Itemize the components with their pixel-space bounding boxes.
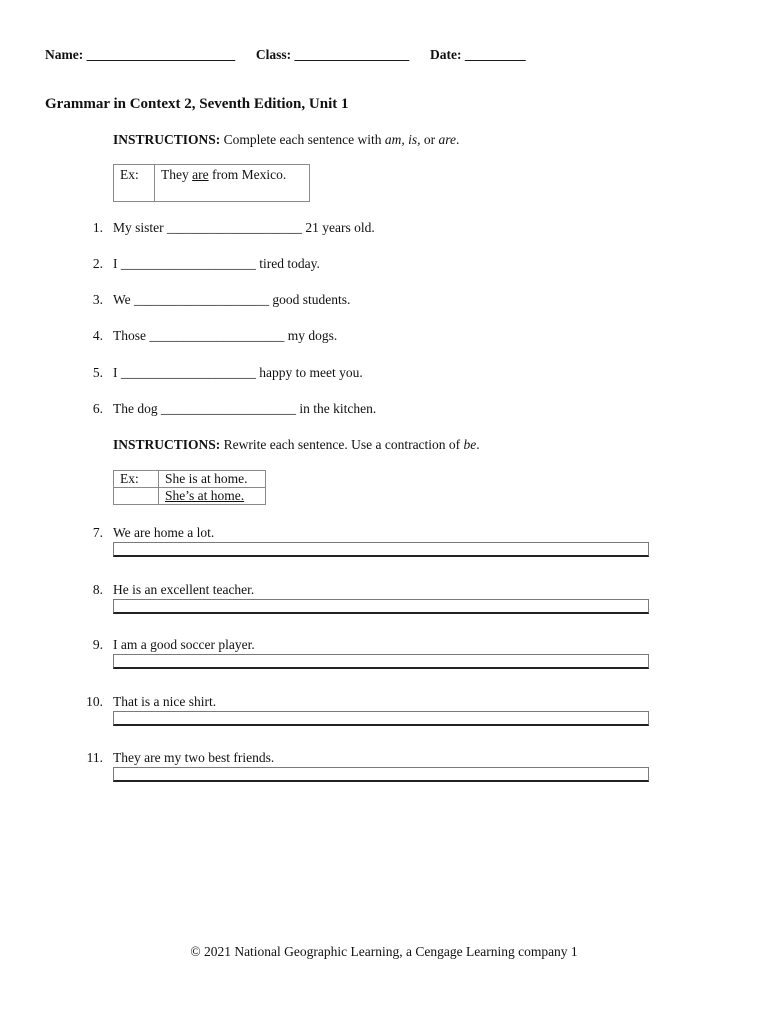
rewrite-sentence: I am a good soccer player.	[113, 637, 255, 652]
fill-in-sentence: My sister ____________________ 21 years old.	[113, 220, 375, 235]
rewrite-sentence: We are home a lot.	[113, 525, 215, 540]
rewrite-sentence: He is an excellent teacher.	[113, 582, 255, 597]
answer-blank[interactable]: ____________________	[120, 365, 256, 380]
class-blank[interactable]: _________________	[294, 47, 410, 62]
item-number: 7.	[92, 525, 103, 540]
name-blank[interactable]: ______________________	[86, 47, 236, 62]
fill-in-sentence: We ____________________ good students.	[113, 292, 351, 307]
item-number: 8.	[92, 582, 103, 597]
fill-in-sentence: Those ____________________ my dogs.	[113, 328, 338, 343]
class-label: Class:	[255, 47, 292, 62]
date-blank[interactable]: _________	[464, 47, 526, 62]
answer-blank[interactable]: ____________________	[120, 256, 256, 271]
example-answer: are	[192, 167, 209, 182]
example-box-1	[113, 164, 310, 202]
example-label: Ex:	[114, 471, 159, 488]
fill-in-sentence: I ____________________ happy to meet you.	[113, 365, 363, 380]
name-label: Name:	[45, 47, 84, 62]
date-label: Date:	[430, 47, 462, 62]
worksheet-title: Grammar in Context 2, Seventh Edition, Unit 1	[45, 96, 349, 112]
answer-line[interactable]	[113, 767, 649, 782]
example-sentence: She is at home.	[159, 471, 266, 488]
answer-blank[interactable]: ____________________	[134, 292, 270, 307]
item-number: 2.	[92, 256, 103, 271]
item-number: 9.	[92, 637, 103, 652]
item-number: 5.	[92, 365, 103, 380]
item-number: 3.	[92, 292, 103, 307]
answer-blank[interactable]: ____________________	[167, 220, 302, 235]
item-number: 6.	[92, 401, 103, 416]
item-number: 11.	[86, 750, 103, 765]
rewrite-sentence: That is a nice shirt.	[113, 694, 217, 709]
section2-instructions: INSTRUCTIONS: Rewrite each sentence. Use a contraction of be.	[113, 437, 480, 452]
instructions-label: INSTRUCTIONS:	[113, 437, 221, 452]
answer-line[interactable]	[113, 711, 649, 726]
example-box-2	[113, 470, 266, 505]
instructions-label: INSTRUCTIONS:	[113, 132, 221, 147]
item-number: 1.	[92, 220, 103, 235]
item-number: 4.	[92, 328, 103, 343]
answer-blank[interactable]: ____________________	[161, 401, 296, 416]
fill-in-sentence: I ____________________ tired today.	[113, 256, 320, 271]
example-label: Ex:	[114, 165, 155, 202]
section1-instructions: INSTRUCTIONS: Complete each sentence with am, is, or are.	[113, 132, 460, 147]
fill-in-sentence: The dog ____________________ in the kitchen.	[113, 401, 377, 416]
student-info-header	[45, 47, 526, 63]
example-sentence: They are from Mexico.	[155, 165, 310, 202]
answer-line[interactable]	[113, 542, 649, 557]
example-answer: She’s at home.	[159, 488, 266, 505]
answer-blank[interactable]: ____________________	[149, 328, 285, 343]
item-number: 10.	[86, 694, 103, 709]
answer-line[interactable]	[113, 599, 649, 614]
rewrite-sentence: They are my two best friends.	[113, 750, 275, 765]
answer-line[interactable]	[113, 654, 649, 669]
copyright-footer: © 2021 National Geographic Learning, a Cengage Learning company 1	[190, 944, 578, 959]
